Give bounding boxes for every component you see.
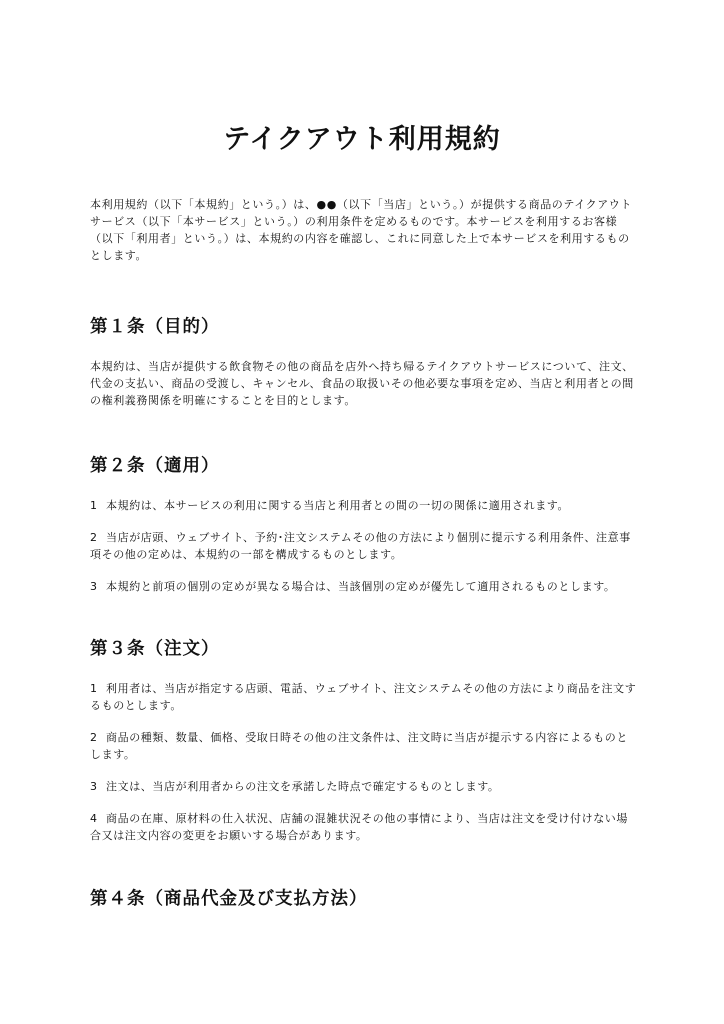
article-4 [90,888,638,930]
article-2 [90,455,638,610]
paragraph-number: 3 [90,580,98,593]
article-paragraph [90,358,638,409]
article-heading: 第１条（目的） [90,317,220,337]
paragraph-text: 商品の在庫、原材料の仕入状況、店舗の混雑状況その他の事情により、当店は注文を受け付けない場合又は注文内容の変更をお願いする場合があります。 [90,812,628,842]
paragraph-number: 2 [90,731,98,744]
intro-paragraph: 本利用規約（以下「本規約」という。）は、●●（以下「当店」という。）が提供する商品のテイクアウトサービス（以下「本サービス」という。）の利用条件を定めるものです。本サービスを利用するお客様（以下「利用者」という。）は、本規約の内容を確認し、これに同意した上で本サービスを利用するものとします。 [90,198,633,262]
paragraph-text: 当店が店頭、ウェブサイト、予約･注文システムその他の方法により個別に提示する利用条件、注意事項その他の定めは、本規約の一部を構成するものとします。 [90,531,631,561]
paragraph-number: 1 [90,682,98,695]
paragraph-text: 注文は、当店が利用者からの注文を承諾した時点で確定するものとします。 [106,780,500,793]
article-paragraph [90,497,638,514]
article-heading: 第２条（適用） [90,456,220,476]
paragraph-number: 4 [90,812,98,825]
article-paragraph [90,578,638,595]
article-1 [90,316,638,424]
paragraph-text: 本規約は、当店が提供する飲食物その他の商品を店外へ持ち帰るテイクアウトサービスについて、注文、代金の支払い、商品の受渡し、キャンセル、食品の取扱いその他必要な事項を定め、当店と利用者との間の権利義務関係を明確にすることを目的とします。 [90,360,634,407]
article-paragraph [90,810,638,844]
article-paragraph [90,680,638,714]
paragraph-number: 3 [90,780,98,793]
paragraph-text: 本規約は、本サービスの利用に関する当店と利用者との間の一切の関係に適用されます。 [106,499,570,512]
article-heading: 第４条（商品代金及び支払方法） [90,889,368,909]
article-paragraph [90,729,638,763]
paragraph-text: 本規約と前項の個別の定めが異なる場合は、当該個別の定めが優先して適用されるものとします。 [106,580,616,593]
article-paragraph [90,778,638,795]
paragraph-text: 利用者は、当店が指定する店頭、電話、ウェブサイト、注文システムその他の方法により商品を注文するものとします。 [90,682,637,712]
article-heading: 第３条（注文） [90,639,220,659]
paragraph-number: 1 [90,499,98,512]
paragraph-text: 商品の種類、数量、価格、受取日時その他の注文条件は、注文時に当店が提示する内容によるものとします。 [90,731,628,761]
paragraph-number: 2 [90,531,98,544]
article-paragraph [90,529,638,563]
document-title: テイクアウト利用規約 [223,124,501,155]
article-3 [90,638,638,859]
